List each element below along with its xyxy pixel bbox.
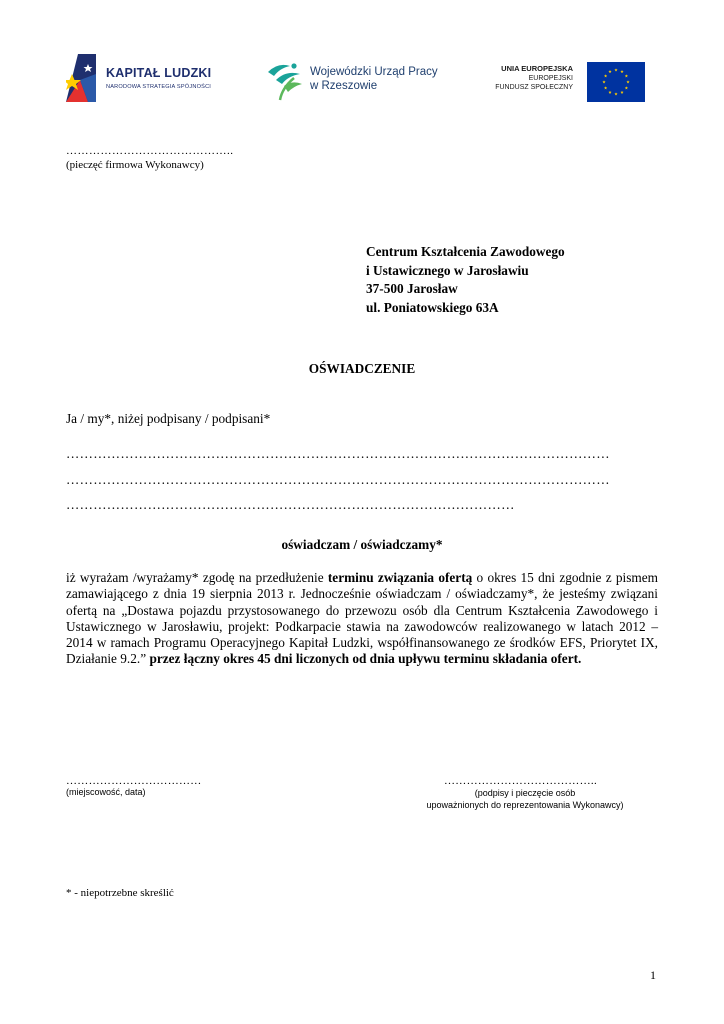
eu-efs-logo: [490, 60, 645, 102]
intro-text: Ja / my*, niżej podpisany / podpisani*: [66, 411, 271, 426]
paragraph-part1: iż wyrażam /wyrażamy* zgodę na przedłużenie: [66, 570, 328, 585]
document-title: OŚWIADCZENIE: [308, 361, 416, 376]
fill-line-1: …………………………………………………………………………………………………………: [66, 446, 610, 461]
wup-name-line2: w Rzeszowie: [310, 80, 378, 92]
fill-line-2: …………………………………………………………………………………………………………: [66, 472, 610, 487]
page-number: 1: [650, 968, 656, 982]
kapital-ludzki-subtitle: NARODOWA STRATEGIA SPÓJNOŚCI: [106, 84, 212, 90]
recipient-line2: i Ustawicznego w Jarosławiu: [366, 262, 529, 278]
kapital-ludzki-title: KAPITAŁ LUDZKI: [106, 66, 212, 80]
recipient-line3: 37-500 Jarosław: [366, 281, 458, 297]
eu-line3: FUNDUSZ SPOŁECZNY: [495, 84, 573, 91]
eu-text-block: [495, 64, 573, 93]
signature-label-line1: (podpisy i pieczęcie osób: [474, 788, 576, 798]
paragraph-bold2: przez łączny okres 45 dni liczonych od dnia upływu terminu składania ofert.: [149, 651, 582, 667]
kapital-ludzki-logo: [66, 54, 216, 102]
kapital-ludzki-emblem-icon: [66, 54, 102, 102]
footnote: * - niepotrzebne skreślić: [66, 887, 174, 899]
paragraph-part2: o okres 15 dni zgodnie z pismem zamawiającego z dnia 19 sierpnia 2013 r. Jednocześnie oświadczam / oświadczamy*, że jesteśmy związani ofertą na „Dostawa pojazdu przystosowanego do przewozu osób dla Centrum Kształcenia Zawodowego i Ustawicznego w Jarosławiu, projekt: Podkarpacie stawia na zawodowców realizowanego w latach 2012 – 2014 w ramach Programu Operacyjnego Kapitał Ludzki, współfinansowanego ze środków EFS, Priorytet IX, Działanie 9.2.”: [66, 570, 658, 667]
fill-line-3: ………………………………………………………………………………………: [66, 497, 515, 512]
eu-line2: EUROPEJSKI: [528, 74, 573, 82]
recipient-address: [366, 243, 565, 318]
place-date-label: (miejscowość, data): [66, 787, 146, 797]
recipient-line4: ul. Poniatowskiego 63A: [366, 300, 499, 316]
paragraph-bold1: terminu związania ofertą: [327, 570, 473, 585]
wup-rzeszow-logo: [264, 58, 438, 102]
stamp-label: (pieczęć firmowa Wykonawcy): [66, 159, 204, 171]
eu-flag-icon: [587, 62, 645, 102]
signature-label: [400, 787, 650, 811]
signature-label-line2: upoważnionych do reprezentowania Wykonawcy): [426, 800, 624, 810]
wup-name-line1: Wojewódzki Urząd Pracy: [310, 66, 438, 78]
declaration-paragraph: [66, 570, 658, 668]
wup-emblem-icon: [264, 58, 308, 102]
place-date-dots: ………………………………: [66, 775, 202, 787]
signature-dots: …………………………………..: [444, 775, 597, 787]
stamp-dots: ……………………………………..: [66, 145, 234, 157]
eu-line1: UNIA EUROPEJSKA: [501, 64, 573, 73]
declaration-subtitle: oświadczam / oświadczamy*: [281, 537, 443, 552]
recipient-line1: Centrum Kształcenia Zawodowego: [366, 244, 565, 259]
